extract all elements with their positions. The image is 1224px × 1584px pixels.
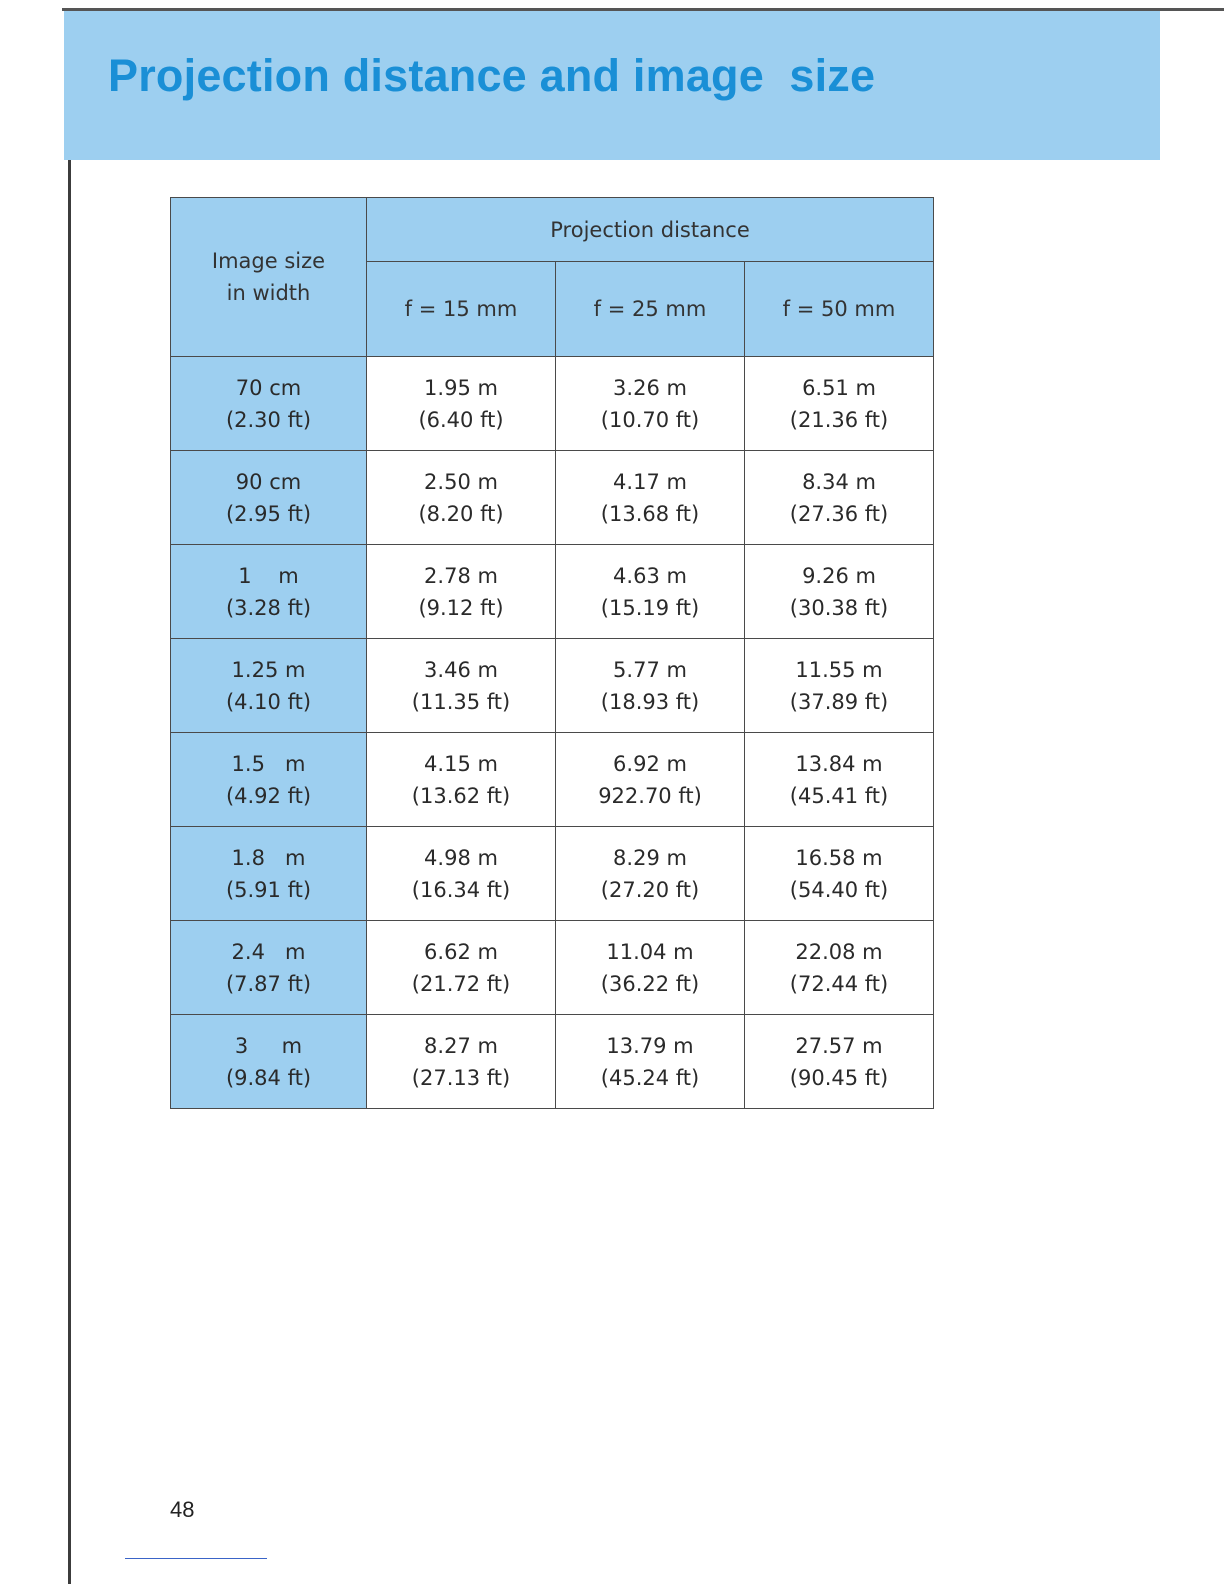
distance-metric: 13.79 m — [606, 1033, 694, 1058]
table-row — [171, 1015, 934, 1109]
projection-distance-header: Projection distance — [367, 198, 934, 262]
footer-rule — [125, 1558, 267, 1559]
image-size-metric: 1.5 m — [231, 751, 306, 776]
image-size-metric: 1.25 m — [231, 657, 306, 682]
distance-cell-25mm — [556, 357, 745, 451]
distance-metric: 11.55 m — [795, 657, 883, 682]
distance-metric: 22.08 m — [795, 939, 883, 964]
distance-feet: (45.41 ft) — [789, 783, 889, 808]
distance-metric: 3.46 m — [424, 657, 498, 682]
image-size-feet: (4.92 ft) — [225, 783, 312, 808]
distance-metric: 11.04 m — [606, 939, 694, 964]
image-size-header-line2: in width — [226, 281, 311, 305]
image-size-metric: 1.8 m — [231, 845, 306, 870]
distance-metric: 8.27 m — [424, 1033, 498, 1058]
distance-metric: 4.15 m — [424, 751, 498, 776]
page-number: 48 — [170, 1497, 195, 1522]
distance-cell-25mm — [556, 545, 745, 639]
distance-feet: (27.36 ft) — [789, 501, 889, 526]
distance-cell-15mm — [367, 545, 556, 639]
distance-cell-50mm — [745, 639, 934, 733]
image-size-cell — [171, 639, 367, 733]
image-size-cell — [171, 451, 367, 545]
image-size-cell — [171, 733, 367, 827]
distance-feet: (13.62 ft) — [411, 783, 511, 808]
distance-cell-25mm — [556, 451, 745, 545]
focal-header-25mm: f = 25 mm — [556, 262, 745, 357]
distance-feet: (11.35 ft) — [411, 689, 511, 714]
distance-cell-50mm — [745, 827, 934, 921]
table-row — [171, 451, 934, 545]
image-size-header — [171, 198, 367, 357]
distance-metric: 13.84 m — [795, 751, 883, 776]
distance-cell-50mm — [745, 357, 934, 451]
image-size-metric: 2.4 m — [231, 939, 306, 964]
distance-feet: (9.12 ft) — [418, 595, 504, 620]
distance-metric: 2.50 m — [424, 469, 498, 494]
distance-cell-25mm — [556, 639, 745, 733]
distance-cell-50mm — [745, 451, 934, 545]
distance-cell-25mm — [556, 827, 745, 921]
distance-metric: 4.63 m — [613, 563, 687, 588]
distance-cell-50mm — [745, 545, 934, 639]
distance-cell-50mm — [745, 733, 934, 827]
image-size-cell — [171, 1015, 367, 1109]
table-row — [171, 827, 934, 921]
distance-feet: (27.13 ft) — [411, 1065, 511, 1090]
distance-feet: (54.40 ft) — [789, 877, 889, 902]
distance-metric: 3.26 m — [613, 375, 687, 400]
image-size-feet: (4.10 ft) — [225, 689, 312, 714]
distance-cell-50mm — [745, 921, 934, 1015]
image-size-cell — [171, 921, 367, 1015]
image-size-cell — [171, 357, 367, 451]
table-body — [171, 357, 934, 1109]
page-left-edge — [68, 160, 71, 1584]
image-size-header-line1: Image size — [211, 249, 326, 273]
image-size-metric: 90 cm — [235, 469, 302, 494]
distance-feet: (36.22 ft) — [600, 971, 700, 996]
distance-cell-50mm — [745, 1015, 934, 1109]
distance-feet: (16.34 ft) — [411, 877, 511, 902]
image-size-feet: (7.87 ft) — [225, 971, 312, 996]
distance-cell-25mm — [556, 733, 745, 827]
distance-metric: 8.34 m — [802, 469, 876, 494]
distance-cell-15mm — [367, 357, 556, 451]
image-size-metric: 1 m — [238, 563, 299, 588]
distance-feet: (18.93 ft) — [600, 689, 700, 714]
table-row — [171, 921, 934, 1015]
distance-cell-25mm — [556, 921, 745, 1015]
image-size-feet: (2.30 ft) — [225, 407, 312, 432]
table-row — [171, 545, 934, 639]
distance-metric: 4.98 m — [424, 845, 498, 870]
distance-feet: (90.45 ft) — [789, 1065, 889, 1090]
image-size-feet: (9.84 ft) — [225, 1065, 312, 1090]
distance-metric: 16.58 m — [795, 845, 883, 870]
distance-metric: 1.95 m — [424, 375, 498, 400]
distance-feet: 922.70 ft) — [598, 783, 702, 808]
distance-cell-15mm — [367, 1015, 556, 1109]
image-size-feet: (2.95 ft) — [225, 501, 312, 526]
distance-metric: 5.77 m — [613, 657, 687, 682]
distance-cell-25mm — [556, 1015, 745, 1109]
distance-metric: 6.51 m — [802, 375, 876, 400]
distance-cell-15mm — [367, 827, 556, 921]
distance-cell-15mm — [367, 451, 556, 545]
distance-metric: 6.92 m — [613, 751, 687, 776]
distance-metric: 8.29 m — [613, 845, 687, 870]
image-size-feet: (5.91 ft) — [225, 877, 312, 902]
distance-feet: (45.24 ft) — [600, 1065, 700, 1090]
distance-feet: (8.20 ft) — [418, 501, 504, 526]
distance-feet: (6.40 ft) — [418, 407, 504, 432]
table-row — [171, 733, 934, 827]
projection-table — [170, 197, 934, 1109]
distance-feet: (37.89 ft) — [789, 689, 889, 714]
distance-cell-15mm — [367, 639, 556, 733]
distance-cell-15mm — [367, 921, 556, 1015]
distance-cell-15mm — [367, 733, 556, 827]
distance-feet: (21.36 ft) — [789, 407, 889, 432]
image-size-cell — [171, 545, 367, 639]
table-row — [171, 357, 934, 451]
distance-metric: 4.17 m — [613, 469, 687, 494]
image-size-feet: (3.28 ft) — [225, 595, 312, 620]
image-size-metric: 3 m — [234, 1033, 303, 1058]
distance-feet: (15.19 ft) — [600, 595, 700, 620]
distance-metric: 6.62 m — [424, 939, 498, 964]
focal-header-50mm: f = 50 mm — [745, 262, 934, 357]
distance-feet: (30.38 ft) — [789, 595, 889, 620]
distance-metric: 9.26 m — [802, 563, 876, 588]
distance-feet: (21.72 ft) — [411, 971, 511, 996]
page-title: Projection distance and image size — [108, 50, 876, 101]
image-size-metric: 70 cm — [235, 375, 302, 400]
table-row — [171, 639, 934, 733]
distance-feet: (13.68 ft) — [600, 501, 700, 526]
focal-header-15mm: f = 15 mm — [367, 262, 556, 357]
distance-metric: 2.78 m — [424, 563, 498, 588]
distance-feet: (72.44 ft) — [789, 971, 889, 996]
distance-feet: (10.70 ft) — [600, 407, 700, 432]
distance-feet: (27.20 ft) — [600, 877, 700, 902]
image-size-cell — [171, 827, 367, 921]
distance-metric: 27.57 m — [795, 1033, 883, 1058]
